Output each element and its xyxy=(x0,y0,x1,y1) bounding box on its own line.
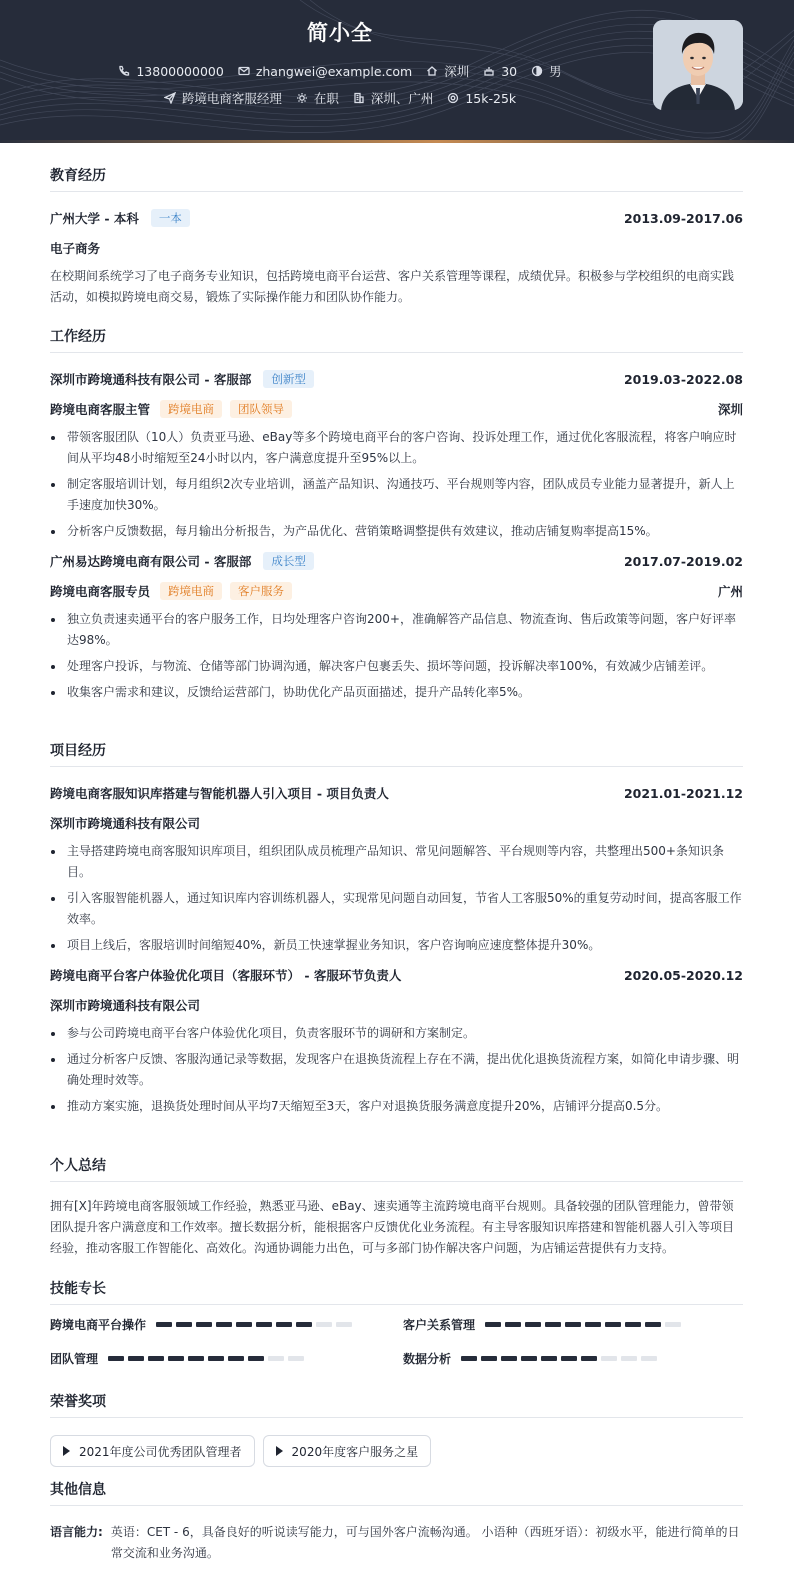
job-entry-header xyxy=(50,369,743,389)
other-section xyxy=(50,1479,743,1564)
gender-text: 男 xyxy=(549,64,562,79)
list-item: 主导搭建跨境电商客服知识库项目，组织团队成员梳理产品知识、常见问题解答、平台规则等内容，共整理出500+条知识条目。 xyxy=(50,841,743,883)
skill-level-segment xyxy=(208,1356,224,1361)
section-title-summary: 个人总结 xyxy=(50,1155,743,1182)
job-bullets xyxy=(50,609,743,703)
skill-level-segment xyxy=(176,1322,192,1327)
summary-section xyxy=(50,1155,743,1259)
list-item: 推动方案实施，退换货处理时间从平均7天缩短至3天，客户对退换货服务满意度提升20%，店铺评分提高0.5分。 xyxy=(50,1096,743,1117)
job-intent-row xyxy=(0,89,680,107)
project-date: 2020.05-2020.12 xyxy=(623,967,743,983)
skill-name: 团队管理 xyxy=(50,1352,99,1366)
email-item xyxy=(238,64,412,79)
list-item: 参与公司跨境电商平台客户体验优化项目，负责客服环节的调研和方案制定。 xyxy=(50,1023,743,1044)
job-bullets xyxy=(50,427,743,542)
honor-badge xyxy=(50,1435,255,1467)
project-bullets xyxy=(50,841,743,956)
contact-row xyxy=(0,62,680,80)
skill-level-segment xyxy=(545,1322,561,1327)
skill-level-segment xyxy=(236,1322,252,1327)
candidate-name: 简小全 xyxy=(307,21,373,45)
major-row xyxy=(50,238,743,258)
education-section xyxy=(50,165,743,308)
company-tag: 成长型 xyxy=(263,552,314,570)
section-title-work: 工作经历 xyxy=(50,326,743,353)
language-label: 语言能力: xyxy=(50,1525,103,1539)
salary-text: 15k-25k xyxy=(465,90,517,106)
target-city-text: 深圳、广州 xyxy=(370,91,434,106)
job-date: 2017.07-2019.02 xyxy=(623,553,743,569)
skill-level-segment xyxy=(268,1356,284,1361)
skill-item xyxy=(50,1350,308,1367)
section-title-education: 教育经历 xyxy=(50,165,743,192)
honors-list xyxy=(50,1435,743,1467)
section-title-honors: 荣誉奖项 xyxy=(50,1391,743,1418)
project-company: 深圳市跨境通科技有限公司 xyxy=(50,998,201,1013)
skill-level-segment xyxy=(256,1322,272,1327)
project-bullets xyxy=(50,1023,743,1117)
skill-name: 客户关系管理 xyxy=(403,1318,476,1332)
skill-level-segment xyxy=(565,1322,581,1327)
skill-name: 跨境电商平台操作 xyxy=(50,1318,147,1332)
job-tag: 跨境电商 xyxy=(160,400,222,418)
skill-level-segment xyxy=(461,1356,477,1361)
skill-level-segment xyxy=(196,1322,212,1327)
age-item xyxy=(483,64,517,79)
skill-level-segment xyxy=(525,1322,541,1327)
education-description: 在校期间系统学习了电子商务专业知识，包括跨境电商平台运营、客户关系管理等课程，成绩优异。积极参与学校组织的电商实践活动，如模拟跨境电商交易，锻炼了实际操作能力和团队协作能力。 xyxy=(50,269,735,304)
list-item: 独立负责速卖通平台的客户服务工作，日均处理客户咨询200+，准确解答产品信息、物流查询、售后政策等问题，客户好评率达98%。 xyxy=(50,609,743,651)
skill-level-segment xyxy=(561,1356,577,1361)
skill-level-segment xyxy=(601,1356,617,1361)
honor-text: 2020年度客户服务之星 xyxy=(291,1444,419,1459)
skill-item xyxy=(403,1316,685,1333)
skill-level-segment xyxy=(336,1322,352,1327)
job-date: 2019.03-2022.08 xyxy=(623,371,743,387)
target-city-item xyxy=(353,89,434,107)
list-item: 收集客户需求和建议，反馈给运营部门，协助优化产品页面描述，提升产品转化率5%。 xyxy=(50,682,743,703)
cake-icon xyxy=(483,65,495,77)
honor-badge xyxy=(263,1435,432,1467)
avatar-photo xyxy=(653,20,743,110)
building-icon xyxy=(353,92,365,104)
skill-level-segment xyxy=(188,1356,204,1361)
header-accent-line xyxy=(0,140,794,143)
city-item xyxy=(426,62,469,80)
skill-level-segment xyxy=(585,1322,601,1327)
gender-icon xyxy=(531,65,543,77)
skill-level-segment xyxy=(156,1322,172,1327)
skill-level-segment xyxy=(621,1356,637,1361)
section-title-skills: 技能专长 xyxy=(50,1278,743,1305)
major-name: 电子商务 xyxy=(50,241,101,256)
list-item: 分析客户反馈数据，每月输出分析报告，为产品优化、营销策略调整提供有效建议，推动店铺复购率提高15%。 xyxy=(50,521,743,542)
status-icon xyxy=(296,92,308,104)
skill-level-segment xyxy=(625,1322,641,1327)
job-position-row xyxy=(50,399,743,419)
project-date: 2021.01-2021.12 xyxy=(623,785,743,801)
gender-item xyxy=(531,62,562,80)
salary-item xyxy=(447,91,516,106)
skill-level-segment xyxy=(216,1322,232,1327)
list-item: 项目上线后，客服培训时间缩短40%，新员工快速掌握业务知识，客户咨询响应速度整体提升30%。 xyxy=(50,935,743,956)
skill-level-segment xyxy=(541,1356,557,1361)
skill-level-segment xyxy=(505,1322,521,1327)
age-text: 30 xyxy=(501,63,518,79)
list-item: 带领客服团队（10人）负责亚马逊、eBay等多个跨境电商平台的客户咨询、投诉处理工作，通过优化客服流程，将客户响应时间从平均48小时缩短至24小时以内，客户满意度提升至95%以上。 xyxy=(50,427,743,469)
email-text: zhangwei@example.com xyxy=(255,63,413,79)
status-text: 在职 xyxy=(313,91,339,106)
skill-level-segment xyxy=(665,1322,681,1327)
skill-level-segment xyxy=(228,1356,244,1361)
job-tag: 跨境电商 xyxy=(160,582,222,600)
job-target-text: 跨境电商客服经理 xyxy=(181,91,282,106)
job-position: 跨境电商客服主管 xyxy=(50,402,151,417)
city-text: 深圳 xyxy=(444,64,470,79)
skill-level-segment xyxy=(288,1356,304,1361)
project-company: 深圳市跨境通科技有限公司 xyxy=(50,816,201,831)
summary-text: 拥有[X]年跨境电商客服领域工作经验，熟悉亚马逊、eBay、速卖通等主流跨境电商平台规则。具备较强的团队管理能力，曾带领团队提升客户满意度和工作效率。擅长数据分析，能根据客户反馈优化业务流程。有主导客服知识库搭建和智能机器人引入等项目经验，推动客服工作智能化、高效化。沟通协调能力出色，可与多部门协作解决客户问题，为店铺运营提供有力支持。 xyxy=(50,1199,735,1255)
skill-level-segment xyxy=(485,1322,501,1327)
section-title-projects: 项目经历 xyxy=(50,740,743,767)
list-item: 引入客服智能机器人，通过知识库内容训练机器人，实现常见问题自动回复，节省人工客服50%的重复劳动时间，提高客服工作效率。 xyxy=(50,888,743,930)
honors-section xyxy=(50,1391,743,1467)
job-tag: 团队领导 xyxy=(230,400,292,418)
skill-level-bar xyxy=(461,1356,661,1361)
list-item: 处理客户投诉，与物流、仓储等部门协调沟通，解决客户包裹丢失、损坏等问题，投诉解决率100%，有效减少店铺差评。 xyxy=(50,656,743,677)
phone-item xyxy=(118,64,223,79)
job-entry-header xyxy=(50,551,743,571)
job-target-item xyxy=(164,89,282,107)
avatar-portrait xyxy=(653,20,743,110)
projects-section xyxy=(50,740,743,1122)
company-name: 广州易达跨境电商有限公司 - 客服部 xyxy=(50,554,252,569)
job-tag: 客户服务 xyxy=(230,582,292,600)
job-position-row xyxy=(50,581,743,601)
project-entry-header xyxy=(50,965,743,985)
skill-level-segment xyxy=(501,1356,517,1361)
language-row xyxy=(50,1522,743,1564)
skill-level-segment xyxy=(605,1322,621,1327)
skill-level-segment xyxy=(276,1322,292,1327)
job-location: 深圳 xyxy=(717,402,743,417)
skill-level-segment xyxy=(521,1356,537,1361)
skill-level-segment xyxy=(296,1322,312,1327)
education-date: 2013.09-2017.06 xyxy=(623,210,743,226)
skill-level-segment xyxy=(481,1356,497,1361)
language-text: 英语：CET - 6，具备良好的听说读写能力，可与国外客户流畅沟通。 小语种（西班牙语）：初级水平，能进行简单的日常交流和业务沟通。 xyxy=(110,1525,740,1560)
coin-icon xyxy=(447,92,459,104)
honor-text: 2021年度公司优秀团队管理者 xyxy=(79,1444,242,1459)
skill-item xyxy=(403,1350,661,1367)
skills-section xyxy=(50,1278,743,1378)
skill-level-bar xyxy=(485,1322,685,1327)
project-entry-header xyxy=(50,783,743,803)
home-icon xyxy=(426,65,438,77)
project-company-row xyxy=(50,813,743,833)
skill-level-segment xyxy=(168,1356,184,1361)
school-name: 广州大学 - 本科 xyxy=(50,211,139,226)
list-item: 通过分析客户反馈、客服沟通记录等数据，发现客户在退换货流程上存在不满，提出优化退换货流程方案，如简化申请步骤、明确处理时效等。 xyxy=(50,1049,743,1091)
work-section xyxy=(50,326,743,708)
skill-level-segment xyxy=(645,1322,661,1327)
skill-level-segment xyxy=(641,1356,657,1361)
status-item xyxy=(296,89,339,107)
skill-level-bar xyxy=(156,1322,356,1327)
project-company-row xyxy=(50,995,743,1015)
triangle-icon xyxy=(276,1446,283,1456)
project-name: 跨境电商平台客户体验优化项目（客服环节） - 客服环节负责人 xyxy=(50,968,402,983)
skill-level-segment xyxy=(581,1356,597,1361)
job-location: 广州 xyxy=(717,584,743,599)
triangle-icon xyxy=(63,1446,70,1456)
skill-level-segment xyxy=(316,1322,332,1327)
send-icon xyxy=(164,92,176,104)
project-name: 跨境电商客服知识库搭建与智能机器人引入项目 - 项目负责人 xyxy=(50,786,389,801)
skill-name: 数据分析 xyxy=(403,1352,452,1366)
skill-level-segment xyxy=(128,1356,144,1361)
phone-text: 13800000000 xyxy=(136,63,224,79)
list-item: 制定客服培训计划，每月组织2次专业培训，涵盖产品知识、沟通技巧、平台规则等内容，团队成员专业能力显著提升，新人上手速度加快30%。 xyxy=(50,474,743,516)
skill-item xyxy=(50,1316,356,1333)
resume-header xyxy=(0,0,794,140)
job-position: 跨境电商客服专员 xyxy=(50,584,151,599)
education-entry-header xyxy=(50,208,743,228)
school-tag: 一本 xyxy=(151,209,190,227)
skill-level-segment xyxy=(108,1356,124,1361)
skill-level-segment xyxy=(148,1356,164,1361)
phone-icon xyxy=(118,65,130,77)
skill-level-segment xyxy=(248,1356,264,1361)
company-name: 深圳市跨境通科技有限公司 - 客服部 xyxy=(50,372,252,387)
section-title-other: 其他信息 xyxy=(50,1479,743,1506)
skill-level-bar xyxy=(108,1356,308,1361)
company-tag: 创新型 xyxy=(263,370,314,388)
mail-icon xyxy=(238,65,250,77)
